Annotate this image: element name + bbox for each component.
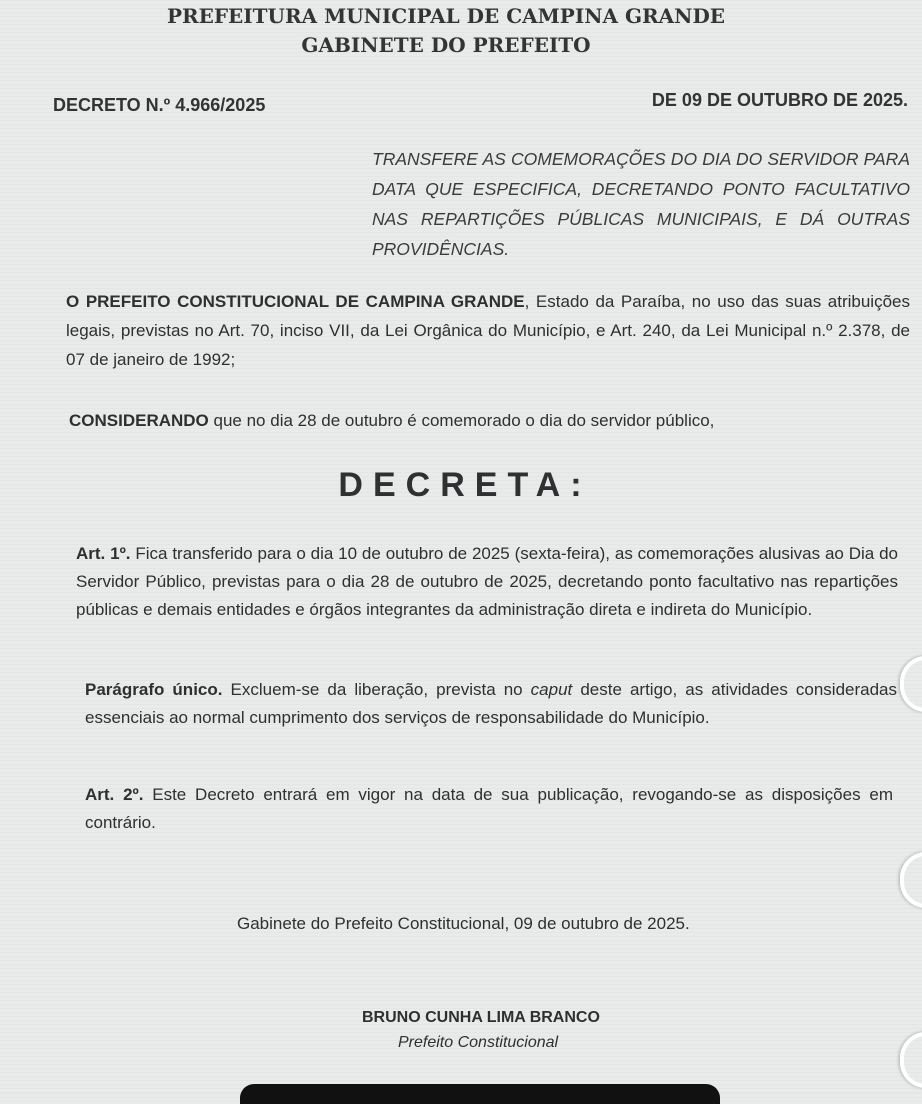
edge-swipe-handle[interactable] — [900, 1032, 922, 1088]
preamble-authority: O PREFEITO CONSTITUCIONAL DE CAMPINA GRANDE — [66, 292, 525, 311]
article-2-text: Este Decreto entrará em vigor na data de sua publicação, revogando-se as disposições em contrário. — [85, 785, 893, 832]
considerando-label: CONSIDERANDO — [69, 411, 209, 430]
sole-paragraph — [85, 676, 897, 732]
signer-name: BRUNO CUNHA LIMA BRANCO — [362, 1009, 600, 1026]
edge-swipe-handle[interactable] — [900, 852, 922, 908]
closing-line: Gabinete do Prefeito Constitucional, 09 de outubro de 2025. — [237, 914, 690, 933]
article-1-label: Art. 1º. — [76, 544, 131, 563]
decree-number: DECRETO N.º 4.966/2025 — [53, 95, 266, 115]
article-2 — [85, 781, 893, 837]
sole-paragraph-text-after: deste artigo, as atividades consideradas essenciais ao normal cumprimento dos serviços de responsabilidade do Município. — [85, 680, 898, 727]
document-header — [0, 2, 922, 60]
decree-date: DE 09 DE OUTUBRO DE 2025. — [651, 90, 908, 110]
decreta-heading: DECRETA: — [338, 466, 592, 504]
decree-summary: TRANSFERE AS COMEMORAÇÕES DO DIA DO SERVIDOR PARA DATA QUE ESPECIFICA, DECRETANDO PONTO FACULTATIVO NAS REPARTIÇÕES PÚBLICAS MUNICIPAIS, E DÁ OUTRAS PROVIDÊNCIAS. — [372, 149, 910, 259]
sole-paragraph-label: Parágrafo único. — [85, 680, 223, 699]
considerando-paragraph — [69, 406, 913, 435]
article-1-text: Fica transferido para o dia 10 de outubro de 2025 (sexta-feira), as comemorações alusivas ao Dia do Servidor Público, previstas para o dia 28 de outubro de 2025, decretando ponto facultativo nas repartições públicas e demais entidades e órgãos integrantes da administração direta e indireta do Município. — [76, 544, 898, 619]
bottom-overlay-bar — [240, 1084, 720, 1104]
edge-swipe-handle[interactable] — [900, 656, 922, 712]
header-office: GABINETE DO PREFEITO — [301, 33, 591, 57]
considerando-text: que no dia 28 de outubro é comemorado o dia do servidor público, — [208, 411, 715, 430]
header-municipality: PREFEITURA MUNICIPAL DE CAMPINA GRANDE — [166, 4, 726, 28]
sole-paragraph-text-before: Excluem-se da liberação, prevista no — [222, 680, 531, 699]
sole-paragraph-caput: caput — [530, 680, 573, 699]
article-1 — [76, 540, 898, 624]
article-2-label: Art. 2º. — [85, 785, 144, 804]
preamble-paragraph — [66, 287, 910, 374]
signer-role: Prefeito Constitucional — [398, 1034, 559, 1051]
preamble-text: , Estado da Paraíba, no uso das suas atribuições legais, previstas no Art. 70, inciso VII, da Lei Orgânica do Município, e Art. 240, da Lei Municipal n.º 2.378, de 07 de janeiro de 1992; — [66, 292, 910, 369]
